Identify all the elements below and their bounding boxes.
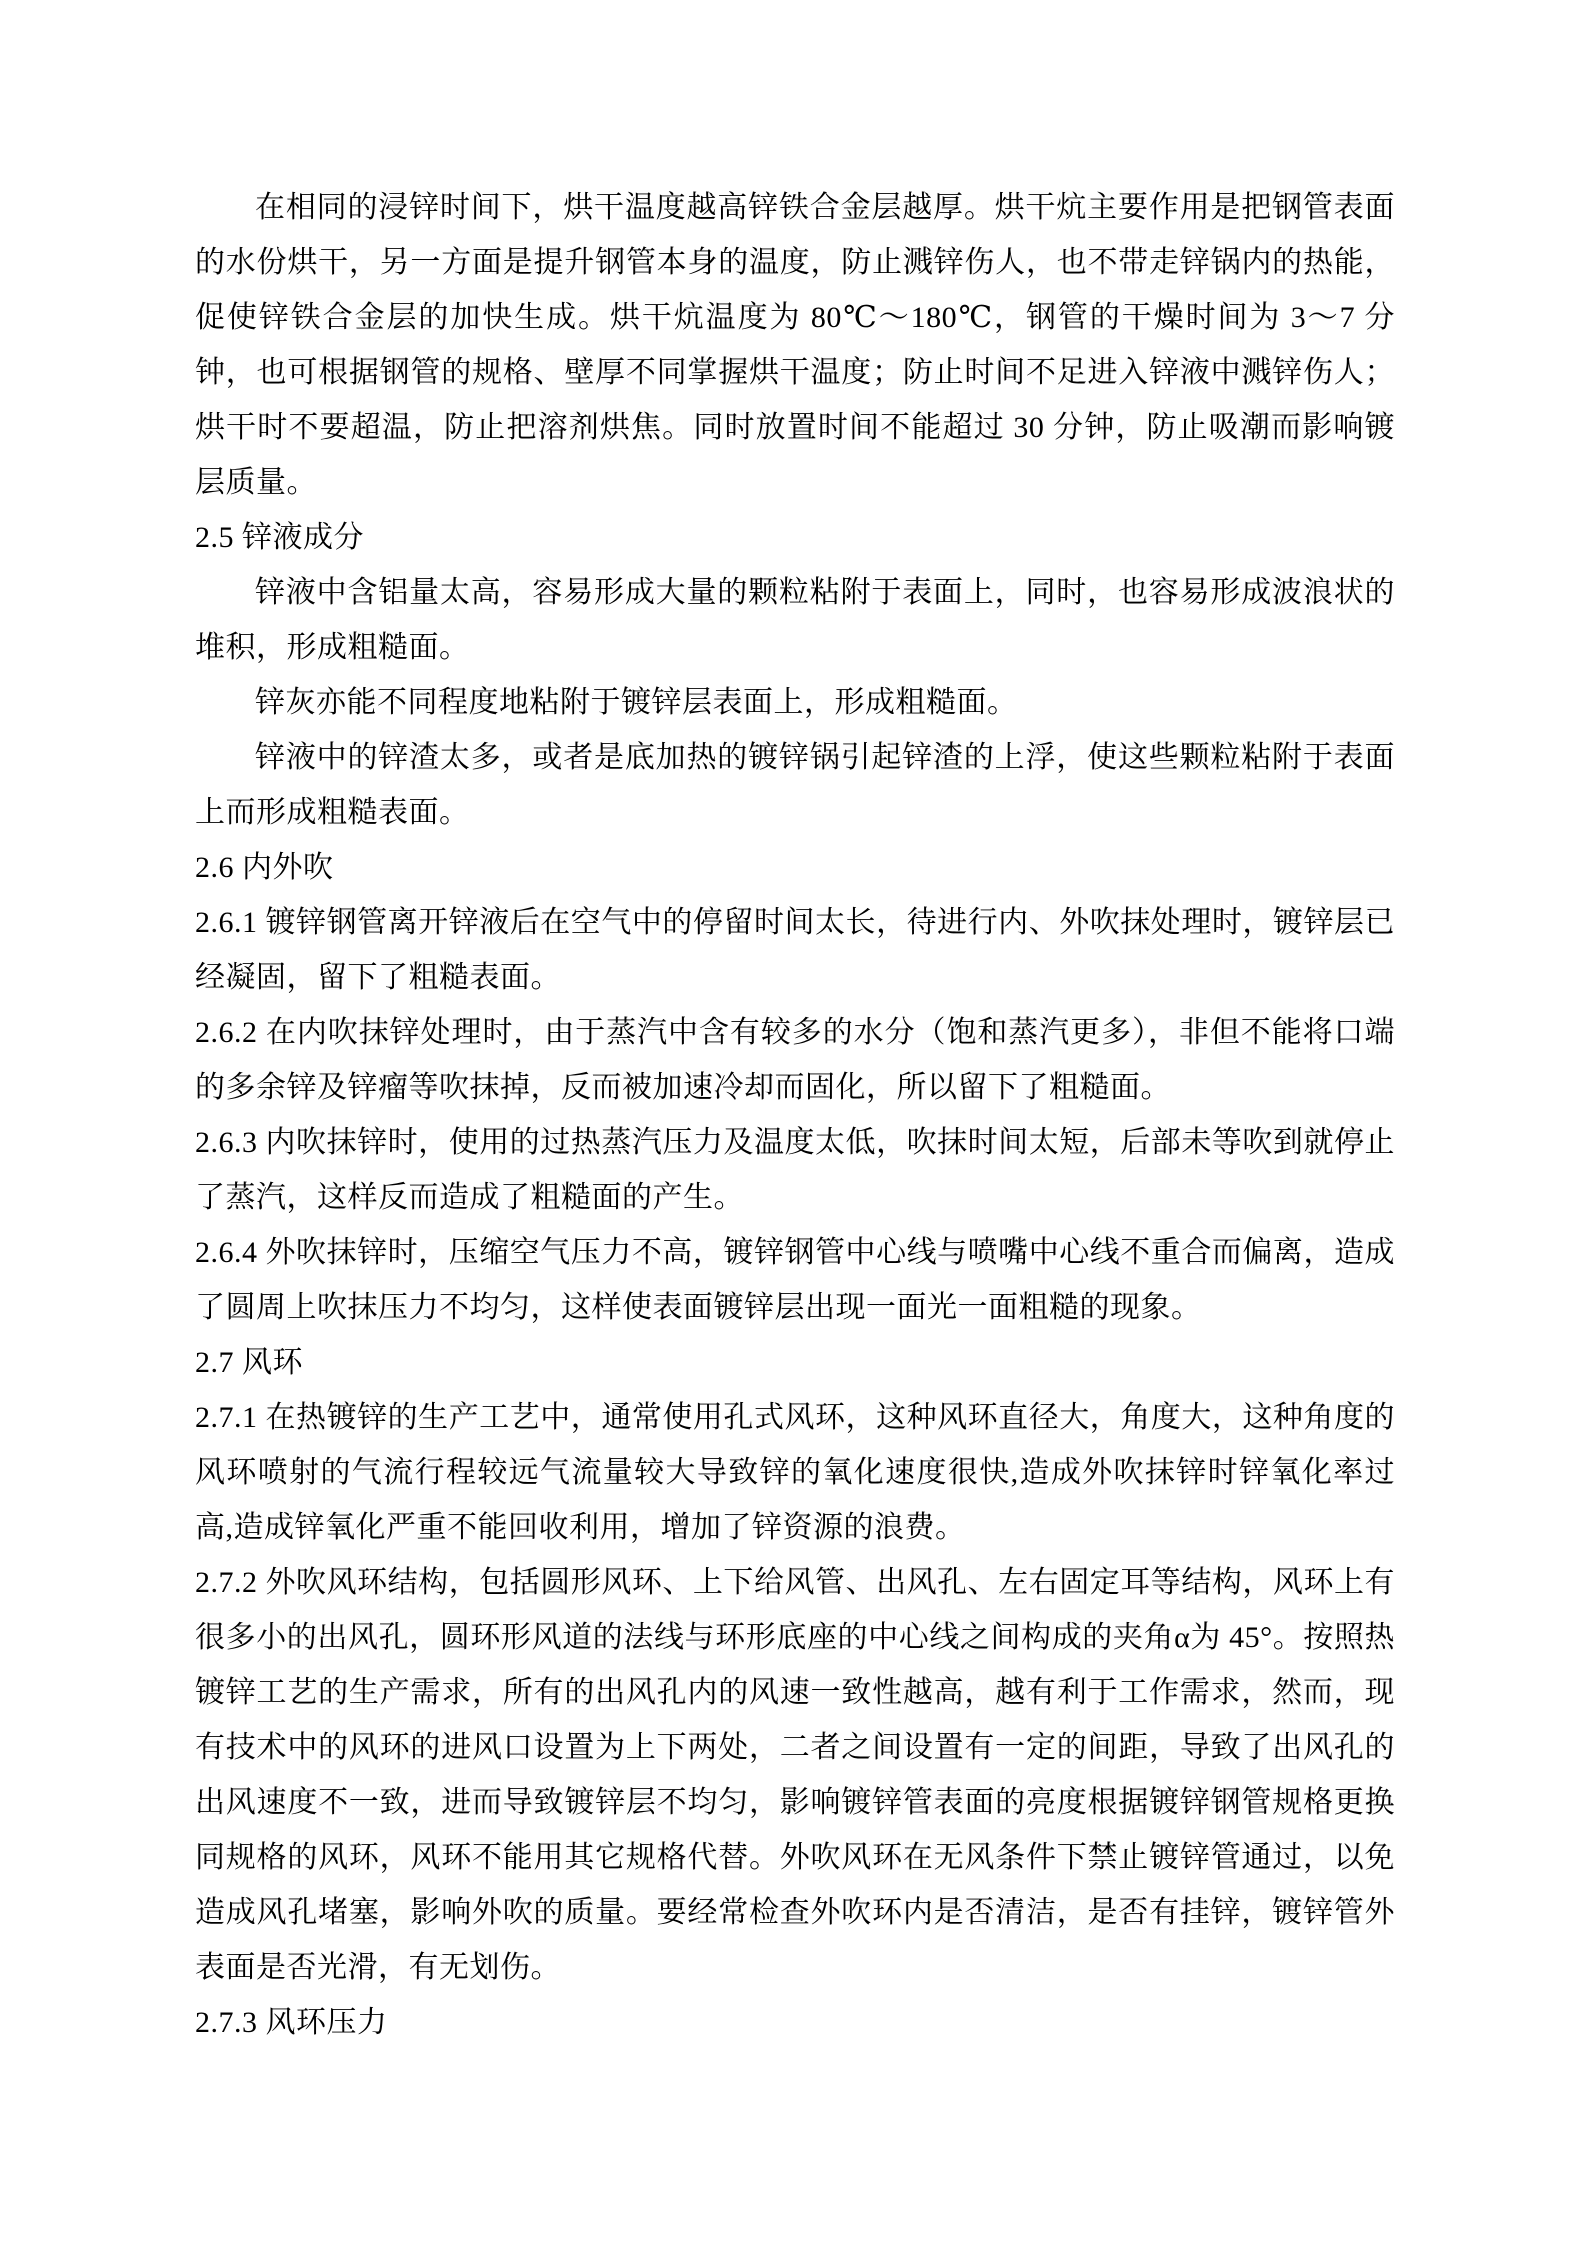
section-heading-2-7: 2.7 风环 [195, 1346, 303, 1379]
paragraph-2-6-3: 2.6.3 内吹抹锌时，使用的过热蒸汽压力及温度太低，吹抹时间太短，后部未等吹到就停止了蒸汽，这样反而造成了粗糙面的产生。 [195, 1126, 1395, 1214]
document-content [195, 180, 1395, 2050]
section-heading-2-7-3: 2.7.3 风环压力 [195, 2006, 388, 2039]
paragraph-2-6-2: 2.6.2 在内吹抹锌处理时，由于蒸汽中含有较多的水分（饱和蒸汽更多），非但不能将口端的多余锌及锌瘤等吹抹掉，反而被加速冷却而固化，所以留下了粗糙面。 [195, 1016, 1395, 1104]
paragraph-2-6-4: 2.6.4 外吹抹锌时，压缩空气压力不高，镀锌钢管中心线与喷嘴中心线不重合而偏离，造成了圆周上吹抹压力不均匀，这样使表面镀锌层出现一面光一面粗糙的现象。 [195, 1236, 1395, 1324]
paragraph-zinc-ash: 锌灰亦能不同程度地粘附于镀锌层表面上，形成粗糙面。 [255, 686, 1018, 719]
section-heading-2-5: 2.5 锌液成分 [195, 521, 364, 554]
paragraph-drying-kiln: 在相同的浸锌时间下，烘干温度越高锌铁合金层越厚。烘干炕主要作用是把钢管表面的水份烘干，另一方面是提升钢管本身的温度，防止溅锌伤人，也不带走锌锅内的热能，促使锌铁合金层的加快生成。烘干炕温度为 80℃～180℃，钢管的干燥时间为 3～7 分钟，也可根据钢管的规格、壁厚不同掌握烘干温度；防止时间不足进入锌液中溅锌伤人；烘干时不要超温，防止把溶剂烘焦。同时放置时间不能超过 30 分钟，防止吸潮而影响镀层质量。 [195, 191, 1395, 499]
paragraph-2-6-1: 2.6.1 镀锌钢管离开锌液后在空气中的停留时间太长，待进行内、外吹抹处理时，镀锌层已经凝固，留下了粗糙表面。 [195, 906, 1395, 994]
paragraph-zinc-dross: 锌液中的锌渣太多，或者是底加热的镀锌锅引起锌渣的上浮，使这些颗粒粘附于表面上而形成粗糙表面。 [195, 741, 1395, 829]
section-heading-2-6: 2.6 内外吹 [195, 851, 334, 884]
paragraph-2-7-1: 2.7.1 在热镀锌的生产工艺中，通常使用孔式风环，这种风环直径大，角度大，这种角度的风环喷射的气流行程较远气流量较大导致锌的氧化速度很快,造成外吹抹锌时锌氧化率过高,造成锌氧化严重不能回收利用，增加了锌资源的浪费。 [195, 1401, 1395, 1544]
paragraph-aluminum-content: 锌液中含铝量太高，容易形成大量的颗粒粘附于表面上，同时，也容易形成波浪状的堆积，形成粗糙面。 [195, 576, 1395, 664]
paragraph-2-7-2: 2.7.2 外吹风环结构，包括圆形风环、上下给风管、出风孔、左右固定耳等结构，风环上有很多小的出风孔，圆环形风道的法线与环形底座的中心线之间构成的夹角α为 45°。按照热镀锌工艺的生产需求，所有的出风孔内的风速一致性越高，越有利于工作需求，然而，现有技术中的风环的进风口设置为上下两处，二者之间设置有一定的间距，导致了出风孔的出风速度不一致，进而导致镀锌层不均匀，影响镀锌管表面的亮度根据镀锌钢管规格更换同规格的风环，风环不能用其它规格代替。外吹风环在无风条件下禁止镀锌管通过，以免造成风孔堵塞，影响外吹的质量。要经常检查外吹环内是否清洁，是否有挂锌，镀锌管外表面是否光滑，有无划伤。 [195, 1566, 1395, 1984]
